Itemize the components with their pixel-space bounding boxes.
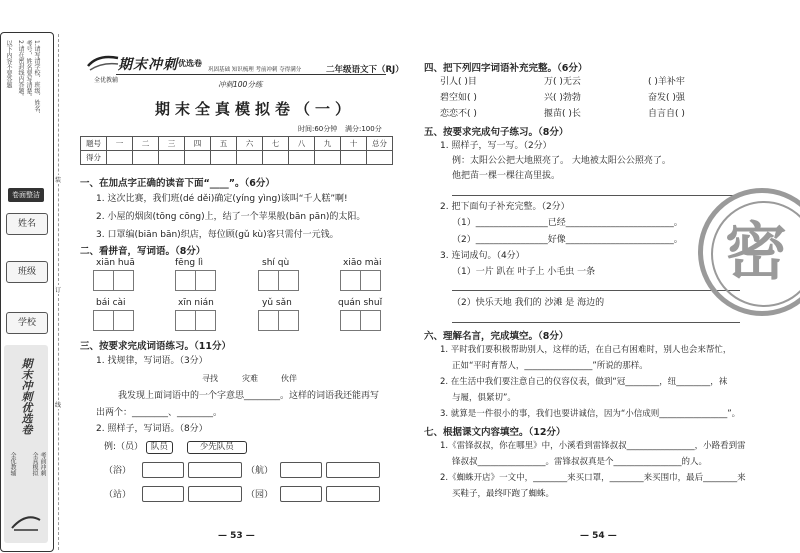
header-subtitle: 冲刺100分练 [218,80,263,89]
s3-char-sail: （航） [246,466,274,476]
s7-line-3: 2.《蜘蛛开店》一文中，________来买口罩，________来买围巾，最后________来 [440,473,746,483]
sidebar-brand-sub-2: 考前冲刺 [39,452,46,476]
s7-line-1: 1.《雷锋叔叔，你在哪里》中，小溪看到雷锋叔叔________________，小路看到雷 [440,441,746,451]
s5-q2: 2. 把下面句子补充完整。（2分） [440,202,570,212]
score-input[interactable] [315,151,341,165]
pinyin-label: yǔ sǎn [262,298,292,308]
answer-line[interactable] [452,290,740,291]
answer-box[interactable] [142,486,184,502]
sidebar-note-1: 1.请写清学校、班级、姓名、 [33,40,40,118]
score-cell: 六 [237,137,263,151]
score-table-header-row [81,137,393,151]
exam-time: 时间:60分钟 [298,125,338,133]
secret-stamp-text: 密 [725,215,788,288]
score-cell: 八 [289,137,315,151]
s3-example [104,441,247,454]
pinyin-label: xīn nián [178,298,214,308]
seal-word-2: 订 [55,287,62,294]
sidebar-note-3: 2.请在密封线内答题。 [17,40,24,100]
s6-line-3: 2. 在生活中我们要注意自己的仪容仪表，做到“冠________，纽________，袜 [440,377,728,387]
s1-item-3: 3. 口罩编(biān bān)织店，每位顾(gǔ kù)客只需付一元钱。 [96,230,339,240]
score-cell: 四 [185,137,211,151]
score-label: 得分 [81,151,107,165]
score-cell: 三 [159,137,185,151]
header-logo-text: 期末冲刺 [118,57,178,73]
section-3-title: 三、按要求完成词语练习。（11分） [80,341,231,352]
answer-box[interactable] [188,462,242,478]
score-cell: 二 [133,137,159,151]
s5-fill-2: （2）________________好像________________________。 [452,235,683,245]
s5-words-1: （1）一片 趴在 叶子上 小毛虫 一条 [452,267,596,277]
section-4-title: 四、把下列四字词语补充完整。（6分） [424,63,588,74]
exam-score-total: 满分:100分 [345,125,382,133]
sidebar-label-school: 学校 [6,312,48,334]
s3-word-3: 伙伴 [281,374,297,383]
seal-word-1: 装 [55,177,62,184]
pinyin-label: xiāo mài [343,258,382,268]
writing-box[interactable] [340,310,380,350]
example-label: 例:（员） [104,442,144,452]
sidebar-label-name: 姓名 [6,213,48,235]
sidebar-brand-vertical: 期末冲刺优选卷 [20,358,33,435]
sidebar-top-note: 以下内容不要答题 [5,40,12,88]
pinyin-label: quán shuǐ [338,298,383,308]
s3-char-garden: （园） [246,490,274,500]
page-number-right: — 54 — [580,531,617,541]
pinyin-label: shí qù [262,258,290,268]
score-input[interactable] [341,151,367,165]
s3-char-bath: （浴） [104,466,132,476]
section-7-title: 七、根据课文内容填空。（12分） [424,427,566,438]
s6-line-2: 正如“平时育帮人，________________”所说的那样。 [452,361,648,371]
s6-line-4: 与履，俱紧切”。 [452,393,516,403]
idiom-item: 奋发( )强 [648,93,685,103]
idiom-item: 万( )无云 [544,77,581,87]
s3-char-station: （站） [104,490,132,500]
s5-sentence: 他把苗一棵一棵往高里拔。 [452,171,561,181]
s5-q3: 3. 连词成句。（4分） [440,251,525,261]
s1-item-2: 2. 小屋的烟囱(tōng cōng)上，结了一个苹果般(bān pān)的太阳。 [96,212,366,222]
answer-box[interactable] [326,462,380,478]
idiom-item: ( )羊补牢 [648,77,685,87]
idiom-item: 碧空如( ) [440,93,477,103]
score-table [80,136,393,165]
s3-word-1: 寻找 [202,374,218,383]
section-2-title: 二、看拼音，写词语。（8分） [80,246,206,257]
s3-q1-text-1: 我发现上面词语中的一个字意思________。这样的词语我还能再写 [118,391,380,401]
s5-words-2: （2）快乐天地 我们的 沙滩 是 海边的 [452,298,605,308]
page-number-left: — 53 — [218,531,255,541]
answer-box[interactable] [188,486,242,502]
s3-word-2: 灾难 [242,374,258,383]
s5-fill-1: （1）________________已经________________________。 [452,218,683,228]
idiom-item: 揠苗( )长 [544,109,581,119]
header-logo-sub: 优选卷 [178,59,202,68]
idiom-item: 兴( )勃勃 [544,93,581,103]
header-tagline: 巩固基础 知识梳理 考前冲刺 夺得满分 [208,67,302,73]
s3-q2: 2. 照样子，写词语。（8分） [96,424,208,434]
s3-q1: 1. 找规律，写词语。（3分） [96,356,208,366]
sidebar-logo-icon [10,510,42,532]
idiom-item: 引人( )目 [440,77,477,87]
s5-q1: 1. 照样子，写一写。（2分） [440,141,552,151]
score-cell: 五 [211,137,237,151]
score-table-score-row [81,151,393,165]
score-cell: 题号 [81,137,107,151]
sidebar-label-class: 班级 [6,261,48,283]
score-input[interactable] [237,151,263,165]
writing-box[interactable] [258,310,298,350]
secret-stamp [698,188,800,316]
sidebar-note-2: 考号，姓名要写清楚。 [25,40,32,100]
s5-example: 例：太阳公公把大地照亮了。 大地被太阳公公照亮了。 [452,156,671,166]
score-cell: 一 [107,137,133,151]
answer-line[interactable] [452,322,740,323]
score-input[interactable] [133,151,159,165]
s7-line-4: 买鞋子，最终吓跑了蜘蛛。 [452,489,555,499]
score-input[interactable] [289,151,315,165]
idiom-item: 自言自( ) [648,109,685,119]
pinyin-label: fēng lì [175,258,203,268]
score-cell: 九 [315,137,341,151]
score-input[interactable] [211,151,237,165]
score-input[interactable] [367,151,393,165]
score-input[interactable] [185,151,211,165]
answer-box[interactable] [142,462,184,478]
s3-q1-text-2: 出两个：________、________。 [96,408,223,418]
s6-line-5: 3. 就算是一件很小的事，我们也要讲诚信，因为“小信成则________________”。 [440,409,741,419]
section-1-title: 一、在加点字正确的读音下面“____”。（6分） [80,178,275,189]
s1-item-1: 1. 这次比赛，我们班(dé děi)确定(yíng yìng)该叫“千人糕”啊! [96,194,348,204]
answer-line[interactable] [452,195,740,196]
example-word-box: 少先队员 [187,441,247,454]
header-logo-icon [86,52,120,74]
sidebar-brand-sub-3: 全真模拟 [31,452,38,476]
sidebar-badge: 卷面整洁 [8,188,44,202]
answer-box[interactable] [326,486,380,502]
score-input[interactable] [107,151,133,165]
score-input[interactable] [159,151,185,165]
pinyin-label: bái cài [96,298,126,308]
score-input[interactable] [263,151,289,165]
s7-line-2: 锋叔叔________________。雷锋叔叔真是个________________的人。 [452,457,708,467]
header-grade: 二年级语文下（RJ） [326,65,404,75]
header-brand: 全优教辅 [94,77,119,84]
section-6-title: 六、理解名言，完成填空。（8分） [424,331,569,342]
score-cell: 十 [341,137,367,151]
s6-line-1: 1. 平时我们要积极帮助别人，这样的话，在自己有困难时，别人也会来帮忙， [440,345,732,355]
score-cell: 总分 [367,137,393,151]
seal-word-3: 线 [55,402,62,409]
section-5-title: 五、按要求完成句子练习。（8分） [424,127,569,138]
score-cell: 七 [263,137,289,151]
idiom-item: 恋恋不( ) [440,109,477,119]
answer-box[interactable] [280,486,322,502]
pinyin-label: xiān huā [96,258,135,268]
answer-box[interactable] [280,462,322,478]
example-word-box: 队员 [146,441,173,454]
sidebar-brand-sub-1: 全优教辅 [9,452,16,476]
exam-title: 期末全真模拟卷（一） [155,100,356,118]
